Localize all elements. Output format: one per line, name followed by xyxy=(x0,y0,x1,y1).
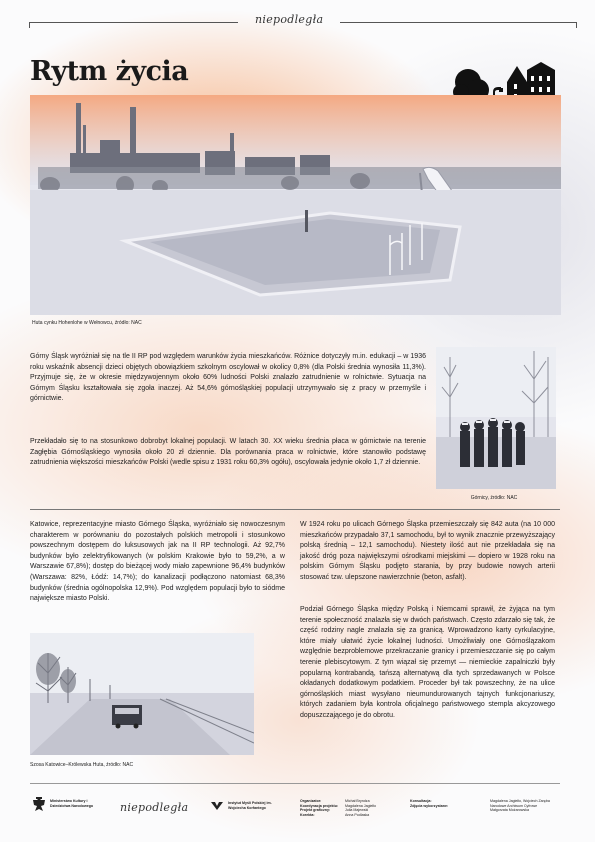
photo-road-bus xyxy=(30,633,254,755)
middle-divider xyxy=(30,509,560,510)
footer-rule xyxy=(30,783,560,784)
credit-value: Julia Majewski xyxy=(345,808,369,813)
frame-right xyxy=(576,22,577,28)
ministry-name: Ministerstwo Kultury i Dziedzictwa Narodowego xyxy=(50,799,94,808)
ministry-eagle-logo xyxy=(32,797,46,813)
caption-bottom-photo: Szosa Katowice–Królewska Huta, źródło: NAC xyxy=(30,762,134,768)
consult-label: Konsultacja: xyxy=(410,799,432,803)
consult-value: Małgorzata Możarowska xyxy=(490,808,529,813)
top-rule-right xyxy=(340,22,576,23)
credit-label: Koordynacja projektu: xyxy=(300,803,339,808)
paragraph-cars: W 1924 roku po ulicach Górnego Śląska przemieszczały się 842 auta (na 10 000 mieszkańców przypadało 37,1 samochodu, był to wynik znacznie przewyższający polską średnią – 12,1 samochodu). Niestety ilość aut nie przekładała się na jakość dróg poza największymi ośrodkami miejskimi — dopiero w 1928 roku na polskim Górnym Śląsku podjęto starania, by przy budowie nowych arterii stosować tzw. ulepszone nawierzchnie (beton, asfalt). xyxy=(300,521,555,581)
photo-pool-smelter xyxy=(30,95,561,315)
caption-top-photo: Huta cynku Hohenlohe w Wełnowcu, źródło: NAC xyxy=(32,320,142,326)
credit-value: Magdalena Jagiełło xyxy=(345,803,376,808)
photo-miners xyxy=(436,347,556,489)
consult-value: Magdalena Jagiełło, Wojciech Zaręba xyxy=(490,799,550,803)
paragraph-katowice: Katowice, reprezentacyjne miasto Górnego Śląska, wyróżniało się nowoczesnym charakterem w porównaniu do pozostałych polskich metropolii i stosunkowo powszechnym dostępem do luksusowych jak na II RP technologii. Aż 92,7% budynków było zelektryfikowanych (w polskim Krakowie było to 59,2%, a w Warszawie 67,8%); dostęp do bieżącej wody miało zapewnione 96,4% budynków (Warszawa: 82%, Łódź: 14,7%); do kanalizacji podłączono natomiast 68,3% budynków (średnia ogólnopolska 12,9%). Pod względem populacji było to siódme największe miasto Polski. xyxy=(30,521,285,603)
paragraph-education: Górny Śląsk wyróżniał się na tle II RP pod względem warunków życia mieszkańców. Różnice dotyczyły m.in. edukacji – w 1936 roku wskaźnik absencji dzieci objętych obowiązkiem szkolnym oscylował w okolicy 0,8% (dla Polski średnia wynosiła 11,3%). Przyjmuje się, że w okresie międzywojennym około 60% ludności Polski znalazło zatrudnienie w rolnictwie. Sytuacja na Górnym Śląsku kształtowała się zgoła inaczej. Aż 54,6% górnośląskiej populacji utrzymywało się z pracy w przemyśle i górnictwie. xyxy=(30,353,426,403)
consult-labels xyxy=(410,799,454,808)
consult-label: Zdjęcia wykorzystane: xyxy=(410,803,449,808)
footer-brand: niepodległa xyxy=(120,801,189,814)
credit-value: Anna Podlaska xyxy=(345,812,370,817)
caption-right-photo: Górnicy, źródło: NAC xyxy=(470,495,518,501)
credit-label: Projekt graficzny: xyxy=(300,808,331,813)
credits-labels xyxy=(300,799,340,817)
credit-value: Michał Bryndza xyxy=(345,799,370,803)
top-rule-left xyxy=(30,22,238,23)
institute-name: Instytut Myśli Polskiej im. Wojciecha Korfantego xyxy=(228,801,272,810)
credit-label: Korekta: xyxy=(300,812,315,817)
paragraph-wages: Przekładało się to na stosunkowo dobrobyt lokalnej populacji. W latach 30. XX wieku średnia płaca w górnictwie na terenie Zagłębia Górnośląskiego wynosiła około 20 zł dziennie. Dla porównania praca w rolnictwie, które stanowiło podstawę zatrudnienia większości mieszkańców Polski (wedle spisu z 1931 roku 60,3% ogółu), oscylowała jedynie około 1,7 zł dziennie. xyxy=(30,438,426,467)
paragraph-border: Podział Górnego Śląska między Polską i Niemcami sprawił, że żyjąca na tym terenie społeczność znalazła się w dwóch państwach. Często zdarzało się tak, że część rodziny nagle znalazła się za granicą. Wprowadzono karty cyrkulacyjne, które miały ułatwić życie lokalnej ludności. Umożliwiały one Górnoślązakom względnie bezproblemowe przekraczanie granicy i przemieszczanie się po całym terenie plebiscytowym. Z tym wiązał się przemyt — niemieckie zapalniczki były popularną kontrabandą, tańszą alternatywą dla tych sprzedawanych w Polsce okładanych dodatkowym podatkiem. Proceder był tak powszechny, że na ulice górnośląskich miast wysyłano nieumundurowanych tajnych funkcjonariuszy, których zadaniem była kontrola oficjalnego państwowego stempla akcyzowego dopuszczającego je do obrotu. xyxy=(300,606,555,719)
credits-values xyxy=(345,799,395,817)
header-brand: niepodległa xyxy=(255,13,324,26)
institute-logo xyxy=(210,801,224,811)
consult-value: Narodowe Archiwum Cyfrowe xyxy=(490,803,538,808)
consult-values xyxy=(490,799,560,813)
credit-label: Organizator: xyxy=(300,799,322,803)
frame-left xyxy=(29,22,30,28)
page-title: Rytm życia xyxy=(30,56,189,87)
